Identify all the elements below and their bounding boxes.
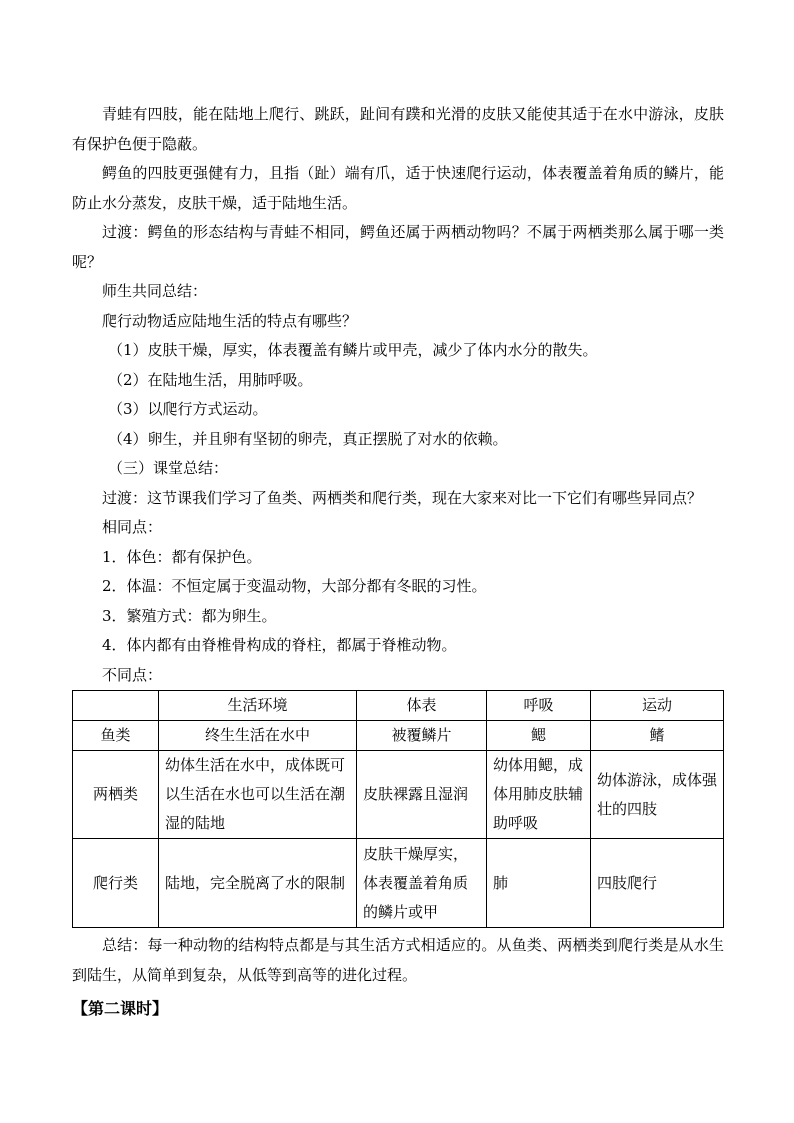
document-body xyxy=(72,100,724,1024)
table-cell: 肺 xyxy=(487,839,591,928)
table-header-row xyxy=(73,691,724,721)
table-cell: 鱼类 xyxy=(73,721,159,751)
paragraph-frog: 青蛙有四肢，能在陆地上爬行、跳跃，趾间有蹼和光滑的皮肤又能使其适于在水中游泳，皮肤有保护色便于隐蔽。 xyxy=(72,105,724,153)
list-item-4: （4）卵生，并且卵有坚韧的卵壳，真正摆脱了对水的依赖。 xyxy=(108,429,508,448)
table-cell: 爬行类 xyxy=(73,839,159,928)
table-cell: 幼体生活在水中，成体既可以生活在水也可以生活在潮湿的陆地 xyxy=(159,751,357,839)
table-cell: 幼体用鳃，成体用肺皮肤辅助呼吸 xyxy=(487,751,591,839)
table-cell: 四肢爬行 xyxy=(591,839,724,928)
table-cell: 陆地，完全脱离了水的限制 xyxy=(159,839,357,928)
list-item-3: （3）以爬行方式运动。 xyxy=(108,400,268,418)
heading-class-summary: （三）课堂总结： xyxy=(108,459,229,477)
table-row xyxy=(73,721,724,751)
list-item-2: （2）在陆地生活，用肺呼吸。 xyxy=(108,370,313,389)
similarity-3: 3．繁殖方式：都为卵生。 xyxy=(102,606,277,625)
heading-differences: 不同点： xyxy=(102,665,163,684)
similarity-1: 1．体色：都有保护色。 xyxy=(102,547,262,566)
table-row xyxy=(73,751,724,839)
table-header-cell: 呼吸 xyxy=(487,691,591,721)
paragraph-conclusion: 总结：每一种动物的结构特点都是与其生活方式相适应的。从鱼类、两栖类到爬行类是从水生到陆生，从简单到复杂，从低等到高等的进化过程。 xyxy=(72,936,724,984)
table-cell: 幼体游泳，成体强壮的四肢 xyxy=(591,751,724,839)
similarity-2: 2．体温：不恒定属于变温动物，大部分都有冬眠的习性。 xyxy=(102,577,487,595)
table-cell: 皮肤干燥厚实，体表覆盖着角质的鳞片或甲 xyxy=(357,839,487,928)
table-cell: 鳃 xyxy=(487,721,591,751)
table-header-cell xyxy=(73,691,159,721)
table-row xyxy=(73,839,724,928)
paragraph-transition: 过渡：鳄鱼的形态结构与青蛙不相同，鳄鱼还属于两栖动物吗？不属于两栖类那么属于哪一类呢？ xyxy=(72,223,724,271)
table-header-cell: 运动 xyxy=(591,691,724,721)
table-header-cell: 体表 xyxy=(357,691,487,721)
table-cell: 鳍 xyxy=(591,721,724,751)
comparison-table xyxy=(72,690,724,928)
table-cell: 终生生活在水中 xyxy=(159,721,357,751)
table-cell: 两栖类 xyxy=(73,751,159,839)
list-item-1: （1）皮肤干燥，厚实，体表覆盖有鳞片或甲壳，减少了体内水分的散失。 xyxy=(108,341,598,359)
paragraph-joint-summary: 师生共同总结： xyxy=(102,282,208,300)
paragraph-transition-compare: 过渡：这节课我们学习了鱼类、两栖类和爬行类，现在大家来对比一下它们有哪些异同点？ xyxy=(102,488,703,507)
paragraph-crocodile: 鳄鱼的四肢更强健有力，且指（趾）端有爪，适于快速爬行运动，体表覆盖着角质的鳞片，能防止水分蒸发，皮肤干燥，适于陆地生活。 xyxy=(72,164,724,212)
table-cell: 被覆鳞片 xyxy=(357,721,487,751)
heading-similarities: 相同点： xyxy=(102,518,163,536)
table-header-cell: 生活环境 xyxy=(159,691,357,721)
table-cell: 皮肤裸露且湿润 xyxy=(357,751,487,839)
section-title-second-lesson: 【第二课时】 xyxy=(72,999,169,1018)
paragraph-question: 爬行动物适应陆地生活的特点有哪些？ xyxy=(102,311,358,330)
similarity-4: 4．体内都有由脊椎骨构成的脊柱，都属于脊椎动物。 xyxy=(102,636,457,654)
